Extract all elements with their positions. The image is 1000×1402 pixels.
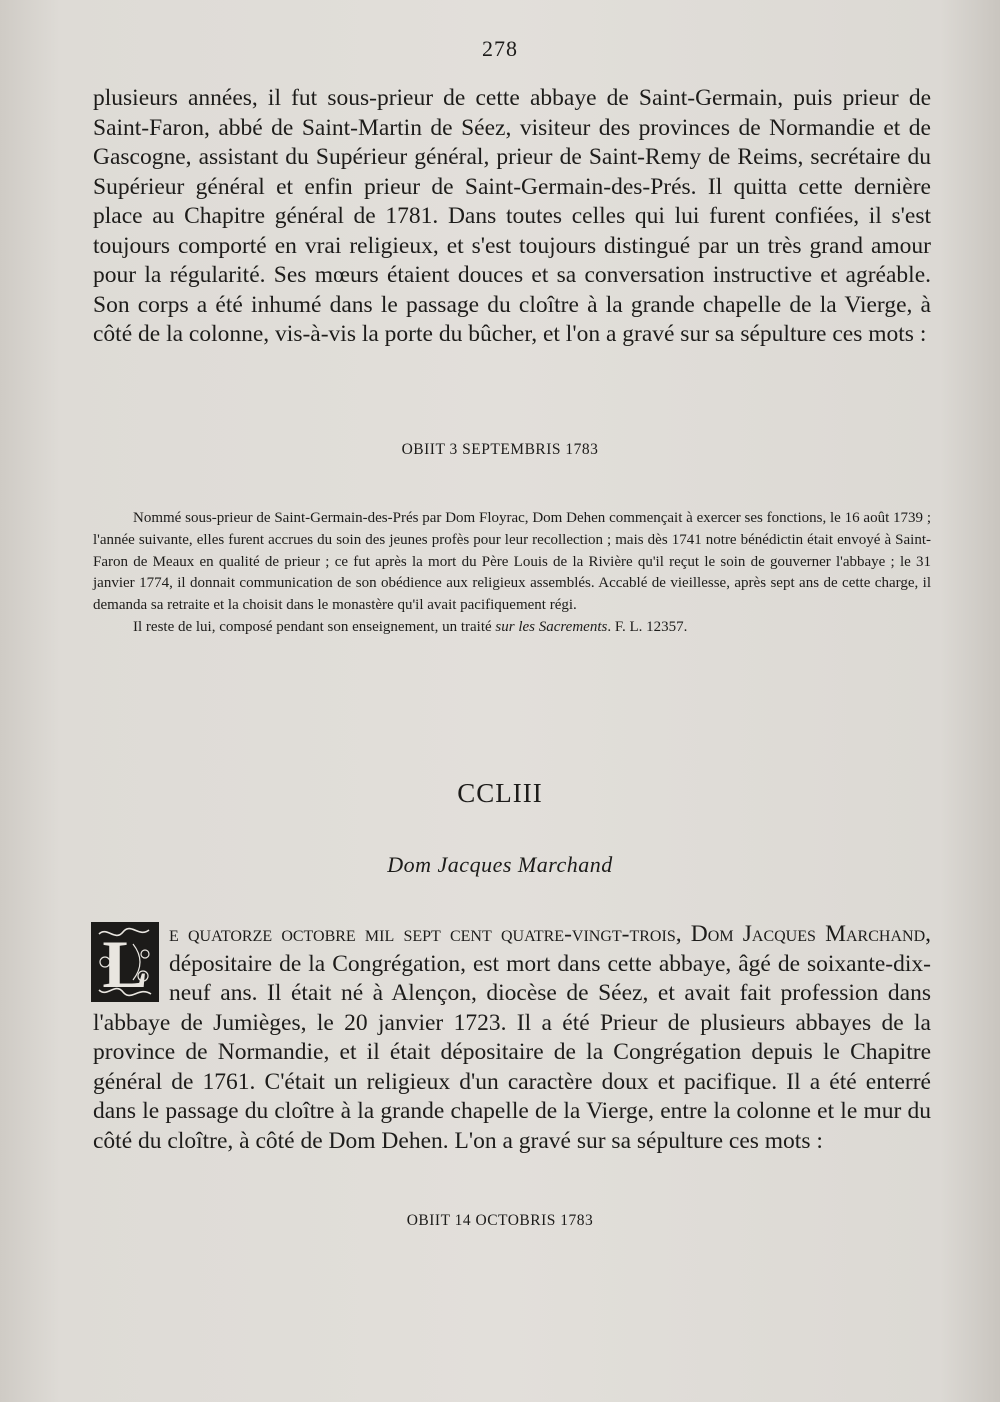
note-text-end: . F. L. 12357. (607, 618, 688, 635)
page-number: 278 (482, 36, 518, 61)
chapter-number: CCLIII (457, 778, 543, 808)
epitaph-marchand: OBIIT 14 OCTOBRIS 1783 (406, 1212, 594, 1229)
dropcap-letter: L (102, 926, 148, 1002)
note-paragraph: Nommé sous-prieur de Saint-Germain-des-Prés par Dom Floyrac, Dom Dehen commençait à exercer ses fonctions, le 16 août 1739 ; l'année suivante, elles furent accrues du soin des jeunes profès pour leur recollection ; mais dès 1741 notre bénédictin était envoyé à Saint-Faron de Meaux en qualité de prieur ; ce fut après la mort du Père Louis de la Rivière qu'il reçut le soin de gouverner l'abbaye ; le 31 janvier 1774, il donnait communication de son obédience aux religieux assemblés. Accablé de vieillesse, après sept ans de cette charge, il demanda sa retraite et la choisit dans le monastère qu'il avait pacifiquement régi. (93, 510, 931, 614)
paragraph-body: , dépositaire de la Congrégation, est mort dans cette abbaye, âgé de soixante-dix-neuf ans. Il était né à Alençon, diocèse de Séez, et avait fait profession dans l'abbaye de Jumièges, le 20 janvier 1723. Il a été Prieur de plusieurs abbayes de la province de Normandie, et il était dépositaire de la Congrégation depuis le Chapitre général de 1761. C'était un religieux d'un caractère doux et pacifique. Il a été enterré dans le passage du cloître à la grande chapelle de la Vierge, entre la colonne et le mur du côté du cloître, à côté de Dom Dehen. L'on a gravé sur sa sépulture ces mots : (93, 921, 931, 1154)
subject-name: Dom Jacques Marchand (690, 921, 926, 947)
opening-paragraph (93, 84, 931, 350)
work-title: sur les Sacrements (495, 618, 608, 635)
marchand-paragraph (93, 920, 931, 1156)
note-text-start: Il reste de lui, composé pendant son enseignement, un traité (133, 618, 492, 635)
paragraph-text-2 (93, 920, 931, 1156)
ornamental-dropcap (91, 922, 159, 1002)
biographical-note (93, 508, 931, 639)
opening-words: e quatorze octobre mil sept cent quatre-vingt-trois, (169, 921, 691, 947)
chapter-title: Dom Jacques Marchand (387, 852, 613, 877)
epitaph-dehen: OBIIT 3 SEPTEMBRIS 1783 (401, 441, 599, 458)
note-paragraph-2 (93, 617, 931, 639)
paragraph-text: plusieurs années, il fut sous-prieur de cette abbaye de Saint-Germain, puis prieur de Saint-Faron, abbé de Saint-Martin de Séez, visiteur des provinces de Normandie et de Gascogne, assistant du Supérieur général, prieur de Saint-Remy de Reims, secrétaire du Supérieur général et enfin prieur de Saint-Germain-des-Prés. Il quitta cette dernière place au Chapitre général de 1781. Dans toutes celles qui lui furent confiées, il s'est toujours comporté en vrai religieux, et s'est toujours distingué par un très grand amour pour la régularité. Ses mœurs étaient douces et sa conversation instructive et agréable. Son corps a été inhumé dans le passage du cloître à la grande chapelle de la Vierge, à côté de la colonne, vis-à-vis la porte du bûcher, et l'on a gravé sur sa sépulture ces mots : (93, 85, 931, 347)
